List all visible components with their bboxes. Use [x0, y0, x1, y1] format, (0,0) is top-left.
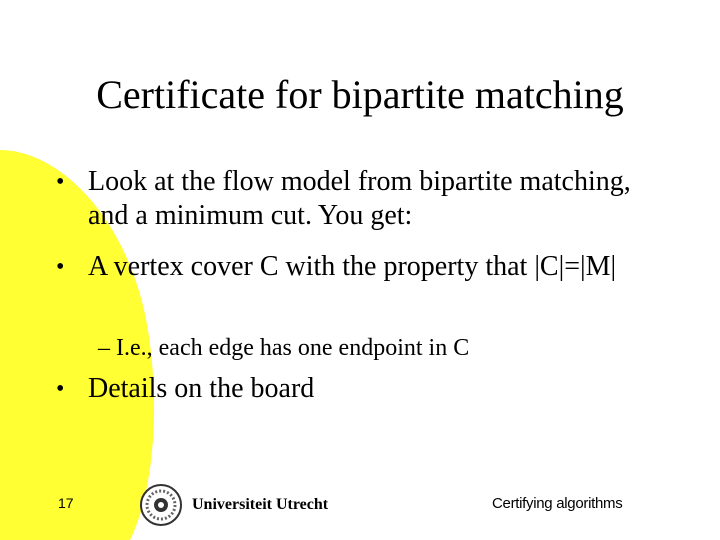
- bullet-item-details: [56, 372, 648, 406]
- bullet-text: Look at the flow model from bipartite matching, and a minimum cut. You get:: [88, 166, 631, 231]
- bullet-item-vertex-cover: [56, 250, 648, 284]
- slide-title: Certificate for bipartite matching: [96, 72, 624, 117]
- sub-bullet-item: [98, 333, 618, 363]
- university-name: Universiteit Utrecht: [192, 496, 329, 513]
- sub-bullet-text: I.e., each edge has one endpoint in C: [116, 335, 470, 361]
- university-seal-logo: [136, 482, 186, 533]
- page-number: 17: [58, 495, 74, 511]
- sub-bullet-marker: –: [98, 335, 110, 361]
- bullet-item-flow-model: [56, 165, 648, 233]
- course-name: Certifying algorithms: [492, 495, 623, 512]
- bullet-marker: •: [56, 169, 65, 195]
- bullet-text: Details on the board: [88, 373, 315, 404]
- bullet-marker: •: [56, 376, 65, 402]
- bullet-text: A vertex cover C with the property that |C|=|M|: [88, 251, 617, 282]
- bullet-marker: •: [56, 254, 65, 280]
